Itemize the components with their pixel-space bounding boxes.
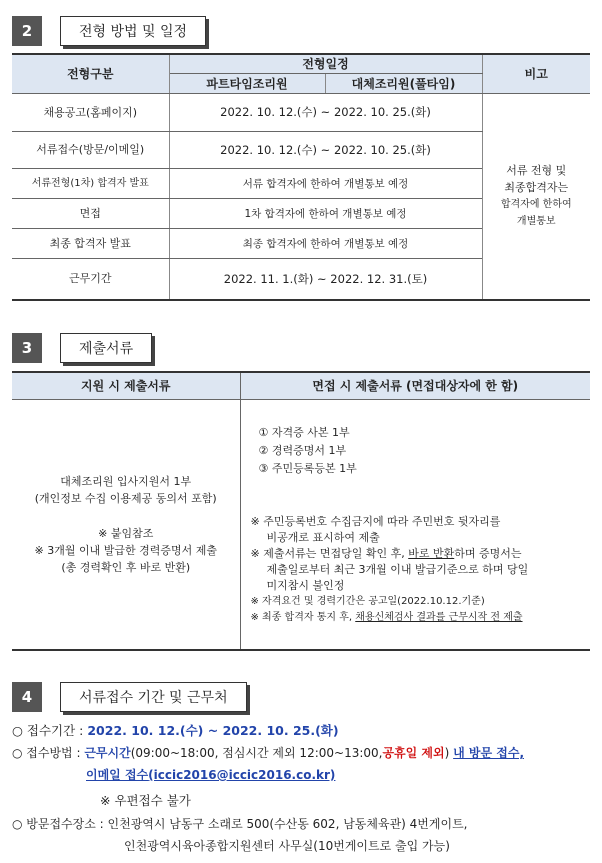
- header-schedule: 전형일정: [169, 54, 482, 73]
- documents-table: [12, 371, 590, 651]
- schedule-table: [12, 53, 590, 301]
- note-line: ※ 주민등록번호 수집금지에 따라 주민번호 뒷자리를: [250, 514, 501, 528]
- interview-docs-cell: [240, 399, 590, 650]
- remark-cell: [482, 93, 590, 300]
- apply-doc-line: 대체조리원 입사지원서 1부: [60, 474, 192, 488]
- header-remark: 비고: [482, 54, 590, 93]
- method-note: ※ 우편접수 불가: [100, 793, 191, 808]
- note-line: ※ 최종 합격자 통지 후, 채용신체검사 결과를 근무시작 전 제출: [250, 611, 523, 623]
- note-line: ※ 자격요건 및 경력기간은 공고일(2022.10.12.기준): [250, 595, 485, 607]
- row-value: 2022. 10. 12.(수) ~ 2022. 10. 25.(화): [169, 131, 482, 168]
- row-category: 면접: [12, 198, 169, 228]
- apply-note: (총 경력확인 후 바로 반환): [61, 560, 191, 574]
- note-line: 제출일로부터 최근 3개월 이내 발급기준으로 하며 당일: [266, 562, 529, 576]
- note-line: ※ 제출서류는 면접당일 확인 후, 바로 반환하며 증명서는: [250, 546, 522, 560]
- remark-line: 개별통보: [516, 216, 556, 228]
- header-category: 전형구분: [12, 54, 169, 93]
- header-interview-docs: 면접 시 제출서류 (면접대상자에 한 함): [240, 372, 590, 399]
- email-line: 이메일 접수(iccic2016@iccic2016.co.kr): [86, 768, 336, 782]
- section-4-header: [12, 682, 247, 712]
- interview-doc: ① 자격증 사본 1부: [258, 425, 350, 439]
- note-line: 미지참시 불인정: [266, 578, 345, 592]
- section-number: 4: [12, 682, 42, 712]
- period-line: ○ 접수기간 : 2022. 10. 12.(수) ~ 2022. 10. 25.(화): [12, 723, 339, 738]
- row-category: 최종 합격자 발표: [12, 228, 169, 258]
- section-number: 3: [12, 333, 42, 363]
- remark-line: 합격자에 한하여: [500, 199, 572, 211]
- section-number: 2: [12, 16, 42, 46]
- apply-note: ※ 붙임참조: [98, 526, 154, 540]
- row-value: 2022. 11. 1.(화) ~ 2022. 12. 31.(토): [169, 258, 482, 300]
- place-line-2: 인천광역시육아종합지원센터 사무실(10번게이트로 출입 가능): [124, 839, 450, 853]
- section-title: 전형 방법 및 일정: [60, 16, 206, 46]
- section-3-header: [12, 333, 152, 363]
- row-value: 최종 합격자에 한하여 개별통보 예정: [169, 228, 482, 258]
- header-apply-docs: 지원 시 제출서류: [12, 372, 240, 399]
- row-value: 서류 합격자에 한하여 개별통보 예정: [169, 168, 482, 198]
- method-line: ○ 접수방법 : 근무시간(09:00~18:00, 점심시간 제외 12:00~13:00,공휴일 제외) 내 방문 접수,: [12, 746, 524, 760]
- apply-note: ※ 3개월 이내 발급한 경력증명서 제출: [34, 543, 217, 557]
- apply-doc-line: (개인정보 수집 이용제공 동의서 포함): [34, 491, 217, 505]
- section-title: 제출서류: [60, 333, 152, 363]
- interview-doc: ③ 주민등록등본 1부: [258, 461, 357, 475]
- remark-line: 서류 전형 및: [506, 164, 567, 178]
- row-category: 서류전형(1차) 합격자 발표: [12, 168, 169, 198]
- row-category: 근무기간: [12, 258, 169, 300]
- row-category: 서류접수(방문/이메일): [12, 131, 169, 168]
- row-category: 채용공고(홈페이지): [12, 93, 169, 131]
- header-parttime: 파트타임조리원: [169, 73, 325, 93]
- section-2-header: [12, 16, 206, 46]
- row-value: 1차 합격자에 한하여 개별통보 예정: [169, 198, 482, 228]
- header-substitute: 대체조리원(풀타임): [325, 73, 482, 93]
- apply-docs-cell: [12, 399, 240, 650]
- place-line: ○ 방문접수장소 : 인천광역시 남동구 소래로 500(수산동 602, 남동체육관) 4번게이트,: [12, 817, 468, 831]
- row-value: 2022. 10. 12.(수) ~ 2022. 10. 25.(화): [169, 93, 482, 131]
- note-line: 비공개로 표시하여 제출: [266, 530, 380, 544]
- interview-doc: ② 경력증명서 1부: [258, 443, 347, 457]
- remark-line: 최종합격자는: [504, 181, 569, 195]
- section-title: 서류접수 기간 및 근무처: [60, 682, 247, 712]
- table-row: [12, 93, 590, 131]
